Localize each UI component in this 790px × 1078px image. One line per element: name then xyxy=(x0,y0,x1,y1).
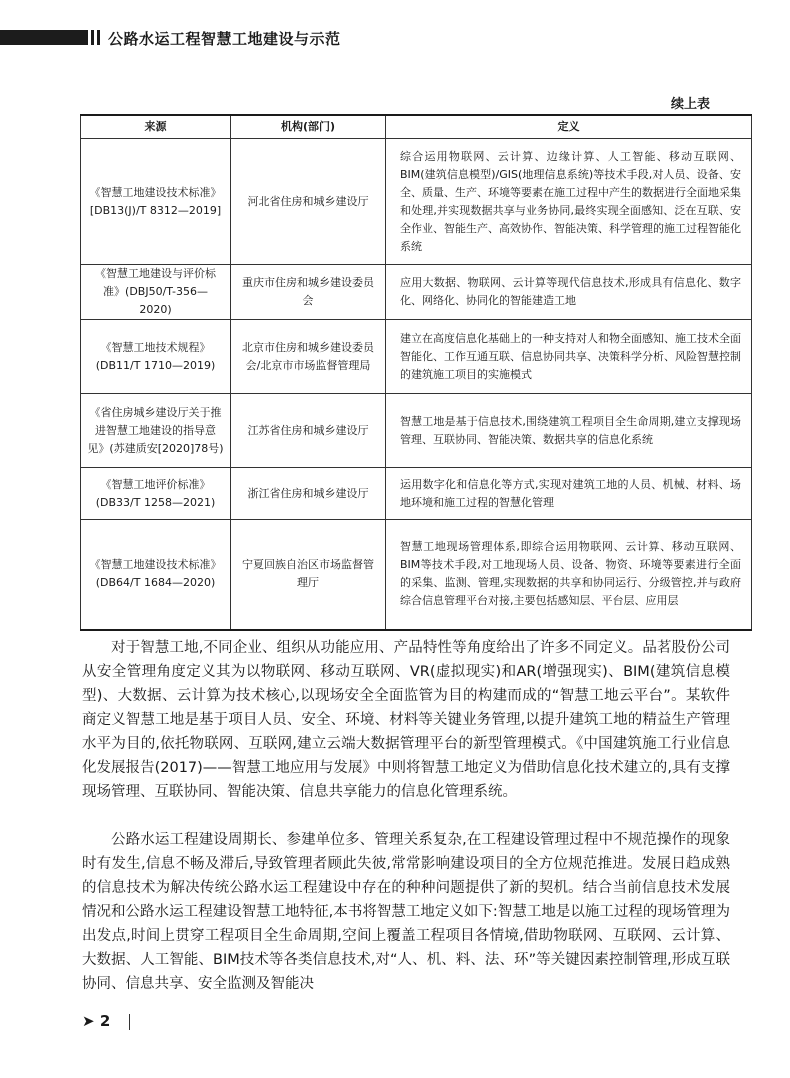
table-row xyxy=(81,139,752,265)
body-paragraph-2: 公路水运工程建设周期长、参建单位多、管理关系复杂,在工程建设管理过程中不规范操作的现象时有发生,信息不畅及滞后,导致管理者顾此失彼,常常影响建设项目的全方位规范推进。发展日趋成熟的信息技术为解决传统公路水运工程建设中存在的种种问题提供了新的契机。结合当前信息技术发展情况和公路水运工程建设智慧工地特征,本书将智慧工地定义如下:智慧工地是以施工过程的现场管理为出发点,时间上贯穿工程项目全生命周期,空间上覆盖工程项目各情境,借助物联网、互联网、云计算、大数据、人工智能、BIM技术等各类信息技术,对“人、机、料、法、环”等关键因素控制管理,形成互联协同、信息共享、安全监测及智能决 xyxy=(82,832,730,992)
table-row xyxy=(81,394,752,468)
row-org: 浙江省住房和城乡建设厅 xyxy=(231,468,386,520)
page-footer xyxy=(82,1012,130,1030)
page-number: 2 xyxy=(99,1012,111,1030)
table-row xyxy=(81,468,752,520)
row-org: 江苏省住房和城乡建设厅 xyxy=(231,394,386,468)
arrow-icon: ➤ xyxy=(82,1012,95,1030)
row-org: 河北省住房和城乡建设厅 xyxy=(231,139,386,265)
table-continued-label: 续上表 xyxy=(670,97,710,112)
running-header-title: 公路水运工程智慧工地建设与示范 xyxy=(108,30,341,48)
row-org: 北京市住房和城乡建设委员会/北京市市场监督管理局 xyxy=(231,320,386,394)
header-marks xyxy=(91,30,103,45)
row-source: 《智慧工地技术规程》(DB11/T 1710—2019) xyxy=(81,320,231,394)
row-source: 《智慧工地建设与评价标准》(DBJ50/T-356—2020) xyxy=(81,265,231,320)
table-row xyxy=(81,520,752,630)
row-source: 《省住房城乡建设厅关于推进智慧工地建设的指导意见》(苏建质安[2020]78号) xyxy=(81,394,231,468)
table-row xyxy=(81,265,752,320)
footer-divider xyxy=(129,1014,130,1030)
row-definition: 智慧工地现场管理体系,即综合运用物联网、云计算、移动互联网、BIM等技术手段,对工地现场人员、设备、物资、环境等要素进行全面的采集、监测、管理,实现数据的共享和协同运行、分级管控,并与政府综合信息管理平台对接,主要包括感知层、平台层、应用层 xyxy=(386,520,752,630)
table-row xyxy=(81,320,752,394)
row-source: 《智慧工地建设技术标准》[DB13(J)/T 8312—2019] xyxy=(81,139,231,265)
row-definition: 综合运用物联网、云计算、边缘计算、人工智能、移动互联网、BIM(建筑信息模型)/GIS(地理信息系统)等技术手段,对人员、设备、安全、质量、生产、环境等要素在施工过程中产生的数据进行全面地采集和处理,并实现数据共享与业务协同,最终实现全面感知、泛在互联、安全作业、智能生产、高效协作、智能决策、科学管理的施工过程智能化系统 xyxy=(386,139,752,265)
row-definition: 应用大数据、物联网、云计算等现代信息技术,形成具有信息化、数字化、网络化、协同化的智能建造工地 xyxy=(386,265,752,320)
row-source: 《智慧工地建设技术标准》(DB64/T 1684—2020) xyxy=(81,520,231,630)
definitions-table xyxy=(80,114,752,631)
header-bar xyxy=(0,30,88,45)
row-org: 宁夏回族自治区市场监督管理厅 xyxy=(231,520,386,630)
row-source: 《智慧工地评价标准》(DB33/T 1258—2021) xyxy=(81,468,231,520)
body-paragraph-1: 对于智慧工地,不同企业、组织从功能应用、产品特性等角度给出了许多不同定义。品茗股份公司从安全管理角度定义其为以物联网、移动互联网、VR(虚拟现实)和AR(增强现实)、BIM(建筑信息模型)、大数据、云计算为技术核心,以现场安全全面监管为目的构建而成的“智慧工地云平台”。某软件商定义智慧工地是基于项目人员、安全、环境、材料等关键业务管理,以提升建筑工地的精益生产管理水平为目的,依托物联网、互联网,建立云端大数据管理平台的新型管理模式。《中国建筑施工行业信息化发展报告(2017)——智慧工地应用与发展》中则将智慧工地定义为借助信息化技术建立的,具有支撑现场管理、互联协同、智能决策、信息共享能力的信息化管理系统。 xyxy=(82,640,730,800)
table-header-row xyxy=(81,115,752,139)
row-definition: 运用数字化和信息化等方式,实现对建筑工地的人员、机械、材料、场地环境和施工过程的智慧化管理 xyxy=(386,468,752,520)
column-header-definition: 定义 xyxy=(386,115,752,139)
row-org: 重庆市住房和城乡建设委员会 xyxy=(231,265,386,320)
column-header-source: 来源 xyxy=(81,115,231,139)
row-definition: 建立在高度信息化基础上的一种支持对人和物全面感知、施工技术全面智能化、工作互通互联、信息协同共享、决策科学分析、风险智慧控制的建筑施工项目的实施模式 xyxy=(386,320,752,394)
column-header-org: 机构(部门) xyxy=(231,115,386,139)
row-definition: 智慧工地是基于信息技术,围绕建筑工程项目全生命周期,建立支撑现场管理、互联协同、智能决策、数据共享的信息化系统 xyxy=(386,394,752,468)
